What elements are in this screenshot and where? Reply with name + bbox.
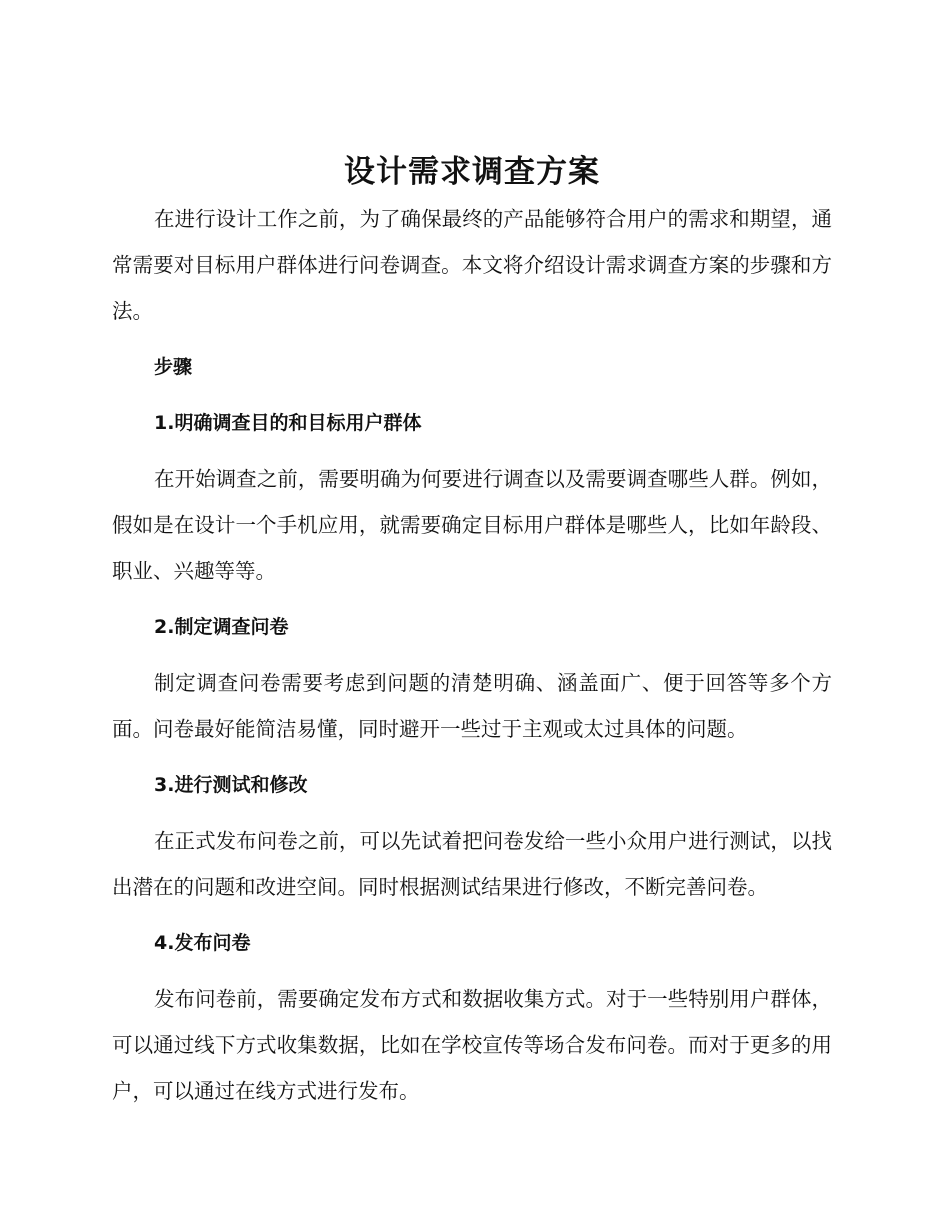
document-page [112, 148, 832, 1114]
section-body-3: 在正式发布问卷之前，可以先试着把问卷发给一些小众用户进行测试，以找出潜在的问题和改进空间。同时根据测试结果进行修改，不断完善问卷。 [112, 829, 832, 899]
spacer [112, 446, 832, 456]
section-heading-3: 3.进行测试和修改 [154, 774, 308, 796]
document-title: 设计需求调查方案 [344, 154, 600, 190]
spacer [112, 390, 832, 400]
spacer [112, 966, 832, 976]
section-heading-2: 2.制定调查问卷 [154, 616, 289, 638]
spacer [112, 594, 832, 604]
section-heading-1: 1.明确调查目的和目标用户群体 [154, 412, 422, 434]
intro-paragraph: 在进行设计工作之前，为了确保最终的产品能够符合用户的需求和期望，通常需要对目标用户群体进行问卷调查。本文将介绍设计需求调查方案的步骤和方法。 [112, 207, 832, 323]
section-body-4: 发布问卷前，需要确定发布方式和数据收集方式。对于一些特别用户群体，可以通过线下方式收集数据，比如在学校宣传等场合发布问卷。而对于更多的用户，可以通过在线方式进行发布。 [112, 987, 832, 1103]
spacer [112, 910, 832, 920]
section-body-2: 制定调查问卷需要考虑到问题的清楚明确、涵盖面广、便于回答等多个方面。问卷最好能简洁易懂，同时避开一些过于主观或太过具体的问题。 [112, 671, 832, 741]
section-heading-4: 4.发布问卷 [154, 932, 251, 954]
section-body-1: 在开始调查之前，需要明确为何要进行调查以及需要调查哪些人群。例如，假如是在设计一个手机应用，就需要确定目标用户群体是哪些人，比如年龄段、职业、兴趣等等。 [112, 467, 832, 583]
steps-heading: 步骤 [154, 356, 193, 378]
spacer [112, 650, 832, 660]
spacer [112, 808, 832, 818]
spacer [112, 752, 832, 762]
spacer [112, 334, 832, 344]
